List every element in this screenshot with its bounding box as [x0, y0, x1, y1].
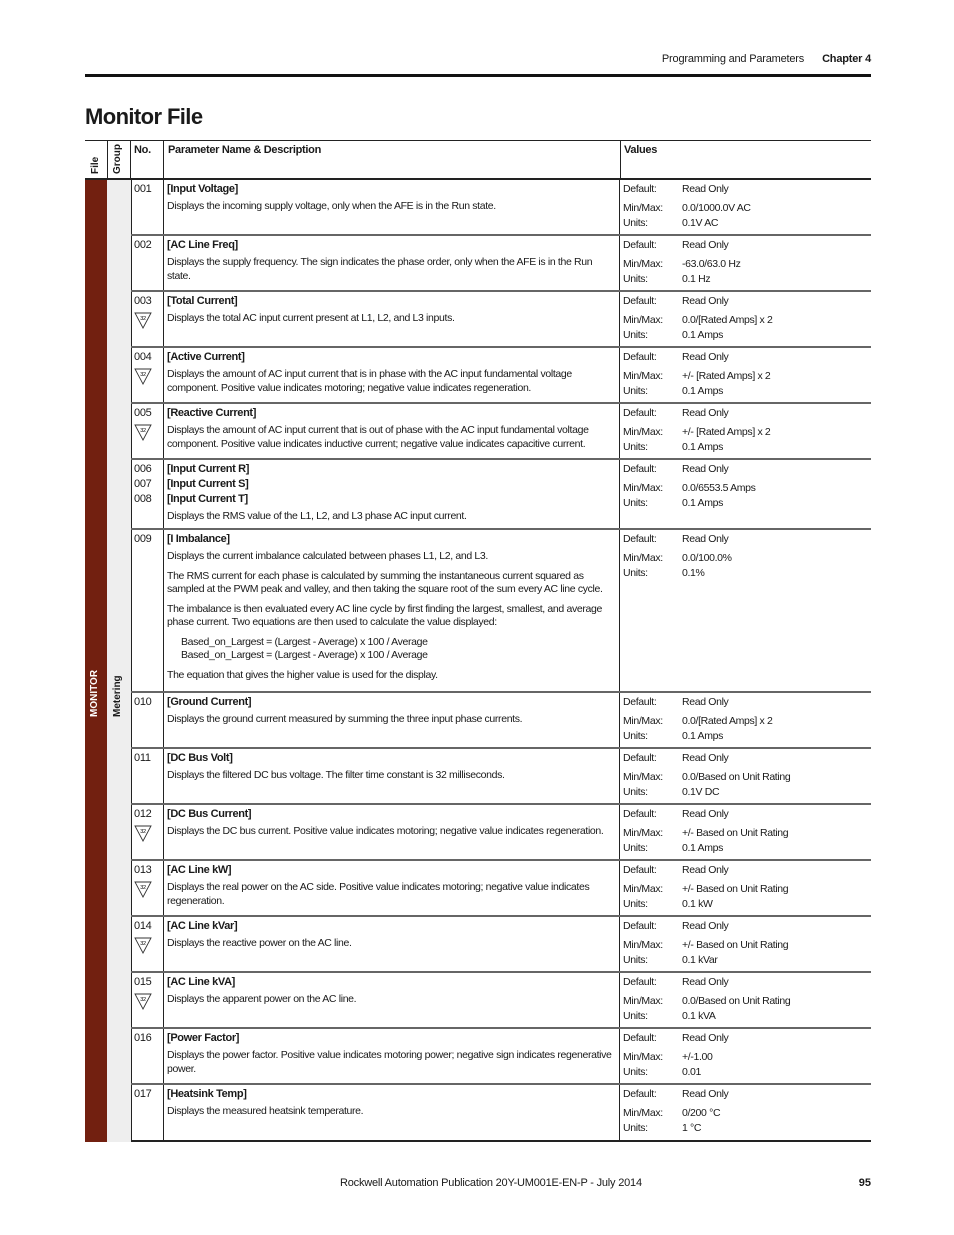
default-row [623, 807, 871, 822]
page-number: 95 [858, 1177, 871, 1189]
units-value: 0.1V DC [682, 786, 720, 798]
default-row [623, 294, 871, 309]
minmax-row [623, 369, 871, 384]
minmax-value: +/- Based on Unit Rating [682, 883, 789, 895]
parameter-table [85, 140, 871, 1142]
param-number-cell [131, 180, 164, 234]
default-label: Default: [623, 407, 657, 419]
param-description [167, 937, 616, 951]
description-paragraph: Displays the measured heatsink temperature. [167, 1105, 364, 1117]
units-label: Units: [623, 567, 648, 579]
default-value: Read Only [682, 752, 729, 764]
param-number: 006 [134, 463, 152, 475]
minmax-label: Min/Max: [623, 552, 663, 564]
file-column [85, 180, 107, 1142]
table-row [131, 861, 871, 917]
units-value: 0.1 kW [682, 898, 713, 910]
units-row [623, 1009, 871, 1024]
param-description-cell [164, 292, 620, 346]
minmax-label: Min/Max: [623, 771, 663, 783]
description-paragraph: Displays the RMS value of the L1, L2, and L3 phase AC input current. [167, 510, 467, 522]
units-label: Units: [623, 273, 648, 285]
minmax-label: Min/Max: [623, 939, 663, 951]
units-value: 0.1 Amps [682, 497, 723, 509]
minmax-value: +/- [Rated Amps] x 2 [682, 370, 771, 382]
default-label: Default: [623, 920, 657, 932]
signed-32-bit-icon [134, 312, 152, 329]
default-value: Read Only [682, 696, 729, 708]
param-number: 014 [134, 920, 152, 932]
units-value: 0.1 Hz [682, 273, 711, 285]
param-description-cell [164, 861, 620, 915]
table-row [131, 530, 871, 693]
description-paragraph: Displays the current imbalance calculated between phases L1, L2, and L3. [167, 550, 488, 562]
default-value: Read Only [682, 407, 729, 419]
minmax-row [623, 313, 871, 328]
param-name: [AC Line kW] [167, 864, 232, 876]
param-number-cell [131, 236, 164, 290]
units-value: 0.01 [682, 1066, 702, 1078]
minmax-value: 0.0/[Rated Amps] x 2 [682, 715, 773, 727]
default-value: Read Only [682, 533, 729, 545]
running-header [662, 53, 871, 65]
units-row [623, 729, 871, 744]
param-number: 017 [134, 1088, 152, 1100]
units-row [623, 1065, 871, 1080]
signed-32-bit-icon-label: 32 [140, 829, 146, 835]
default-label: Default: [623, 976, 657, 988]
default-row [623, 863, 871, 878]
page-title: Monitor File [85, 104, 203, 129]
default-row [623, 532, 871, 547]
default-label: Default: [623, 533, 657, 545]
param-number: 004 [134, 351, 152, 363]
units-value: 0.1 Amps [682, 441, 723, 453]
col-values: Values [624, 144, 658, 156]
minmax-value: 0.0/6553.5 Amps [682, 482, 756, 494]
param-description-cell [164, 973, 620, 1027]
minmax-row [623, 1106, 871, 1121]
signed-32-bit-icon [134, 993, 152, 1010]
default-value: Read Only [682, 295, 729, 307]
minmax-label: Min/Max: [623, 1107, 663, 1119]
minmax-label: Min/Max: [623, 482, 663, 494]
param-description [167, 550, 616, 682]
param-name: [Heatsink Temp] [167, 1088, 247, 1100]
default-label: Default: [623, 351, 657, 363]
description-paragraph: Displays the incoming supply voltage, only when the AFE is in the Run state. [167, 200, 496, 212]
param-values-cell [620, 404, 871, 458]
units-label: Units: [623, 329, 648, 341]
param-name: [Input Current R] [167, 463, 250, 475]
default-value: Read Only [682, 920, 729, 932]
units-label: Units: [623, 730, 648, 742]
table-row [131, 973, 871, 1029]
section-title: Programming and Parameters [661, 53, 805, 65]
param-number-cell [131, 861, 164, 915]
default-label: Default: [623, 1088, 657, 1100]
description-paragraph: Displays the reactive power on the AC line. [167, 937, 352, 949]
footer-publication: Rockwell Automation Publication 20Y-UM001E-EN-P - July 2014 [340, 1177, 642, 1189]
table-row [131, 917, 871, 973]
default-label: Default: [623, 752, 657, 764]
minmax-row [623, 826, 871, 841]
param-number-cell [131, 1029, 164, 1083]
header-rule [85, 74, 871, 77]
description-paragraph: Displays the total AC input current present at L1, L2, and L3 inputs. [167, 312, 455, 324]
param-number: 012 [134, 808, 152, 820]
minmax-row [623, 882, 871, 897]
minmax-value: -63.0/63.0 Hz [682, 258, 741, 270]
signed-32-bit-icon [134, 424, 152, 441]
param-number-cell [131, 530, 164, 691]
units-row [623, 328, 871, 343]
table-row [131, 805, 871, 861]
default-value: Read Only [682, 351, 729, 363]
default-row [623, 1087, 871, 1102]
minmax-value: 0.0/Based on Unit Rating [682, 771, 791, 783]
param-description [167, 825, 616, 839]
units-row [623, 841, 871, 856]
minmax-value: +/-1.00 [682, 1051, 713, 1063]
param-description-cell [164, 917, 620, 971]
default-value: Read Only [682, 463, 729, 475]
default-row [623, 919, 871, 934]
units-label: Units: [623, 954, 648, 966]
default-row [623, 1031, 871, 1046]
minmax-label: Min/Max: [623, 370, 663, 382]
param-values-cell [620, 292, 871, 346]
param-number-cell [131, 693, 164, 747]
units-value: 0.1 Amps [682, 730, 723, 742]
units-label: Units: [623, 385, 648, 397]
param-description-cell [164, 805, 620, 859]
param-name: [AC Line Freq] [167, 239, 238, 251]
param-description [167, 993, 616, 1007]
units-row [623, 272, 871, 287]
default-label: Default: [623, 183, 657, 195]
param-description [167, 881, 616, 908]
equation: Based_on_Largest = (Largest - Average) x 100 / Average [181, 635, 428, 648]
param-description-cell [164, 1085, 620, 1140]
group-label: Metering [112, 675, 123, 717]
param-number: 005 [134, 407, 152, 419]
description-paragraph: Displays the amount of AC input current that is out of phase with the AC input fundamental voltage component. Positive value indicates inductive current; negative value indicates capacitive current. [167, 424, 589, 450]
param-description [167, 200, 616, 214]
param-description-cell [164, 530, 620, 691]
minmax-value: 0/200 °C [682, 1107, 721, 1119]
param-description-cell [164, 348, 620, 402]
param-values-cell [620, 861, 871, 915]
default-label: Default: [623, 1032, 657, 1044]
signed-32-bit-icon [134, 881, 152, 898]
param-number: 009 [134, 533, 152, 545]
description-paragraph: The imbalance is then evaluated every AC line cycle by first finding the largest, smallest, and average phase current. Two equations are then used to calculate the value displayed: [167, 602, 602, 628]
units-value: 0.1 Amps [682, 842, 723, 854]
units-value: 0.1V AC [682, 217, 719, 229]
signed-32-bit-icon-label: 32 [140, 372, 146, 378]
param-number-cell [131, 348, 164, 402]
table-body [85, 180, 871, 1142]
minmax-label: Min/Max: [623, 883, 663, 895]
param-description [167, 769, 616, 783]
param-number: 011 [134, 752, 151, 764]
param-description-cell [164, 749, 620, 803]
minmax-value: 0.0/1000.0V AC [682, 202, 751, 214]
units-label: Units: [623, 898, 648, 910]
param-description [167, 312, 616, 326]
table-row [131, 460, 871, 530]
param-name: [Input Current T] [167, 493, 248, 505]
default-label: Default: [623, 696, 657, 708]
units-value: 0.1 Amps [682, 329, 723, 341]
description-paragraph: Displays the filtered DC bus voltage. The filter time constant is 32 milliseconds. [167, 769, 505, 781]
minmax-row [623, 770, 871, 785]
default-row [623, 462, 871, 477]
description-paragraph: Displays the amount of AC input current that is in phase with the AC input fundamental voltage component. Positive value indicates motoring; negative value indicates regeneration. [167, 368, 572, 394]
signed-32-bit-icon-label: 32 [140, 428, 146, 434]
param-number-cell [131, 917, 164, 971]
units-row [623, 566, 871, 581]
param-number-cell [131, 460, 164, 528]
default-label: Default: [623, 239, 657, 251]
param-number: 003 [134, 295, 152, 307]
param-description-cell [164, 1029, 620, 1083]
default-row [623, 238, 871, 253]
param-name: [DC Bus Current] [167, 808, 252, 820]
signed-32-bit-icon [134, 937, 152, 954]
default-row [623, 406, 871, 421]
minmax-row [623, 1050, 871, 1065]
units-row [623, 496, 871, 511]
default-value: Read Only [682, 976, 729, 988]
table-row [131, 749, 871, 805]
default-label: Default: [623, 808, 657, 820]
description-paragraph: Displays the apparent power on the AC line. [167, 993, 357, 1005]
col-file: File [90, 156, 101, 174]
default-label: Default: [623, 463, 657, 475]
table-row [131, 348, 871, 404]
signed-32-bit-icon [134, 825, 152, 842]
minmax-value: +/- Based on Unit Rating [682, 939, 789, 951]
param-values-cell [620, 805, 871, 859]
default-value: Read Only [682, 808, 729, 820]
param-name: [Ground Current] [167, 696, 252, 708]
units-row [623, 216, 871, 231]
param-description [167, 510, 616, 524]
param-values-cell [620, 749, 871, 803]
param-values-cell [620, 460, 871, 528]
minmax-label: Min/Max: [623, 827, 663, 839]
table-row [131, 404, 871, 460]
signed-32-bit-icon-label: 32 [140, 941, 146, 947]
param-number: 016 [134, 1032, 152, 1044]
param-number: 010 [134, 696, 152, 708]
default-value: Read Only [682, 1088, 729, 1100]
minmax-row [623, 994, 871, 1009]
units-label: Units: [623, 441, 648, 453]
minmax-label: Min/Max: [623, 1051, 663, 1063]
units-label: Units: [623, 497, 648, 509]
table-header [85, 140, 871, 180]
param-name: [AC Line kVA] [167, 976, 235, 988]
param-description [167, 424, 616, 451]
param-name: [Active Current] [167, 351, 245, 363]
param-description-cell [164, 693, 620, 747]
param-values-cell [620, 180, 871, 234]
col-name: Parameter Name & Description [168, 144, 321, 156]
default-row [623, 751, 871, 766]
chapter-label: Chapter 4 [822, 53, 871, 65]
units-row [623, 953, 871, 968]
units-row [623, 897, 871, 912]
units-row [623, 785, 871, 800]
minmax-value: +/- [Rated Amps] x 2 [682, 426, 771, 438]
units-label: Units: [623, 842, 648, 854]
param-values-cell [620, 348, 871, 402]
minmax-row [623, 201, 871, 216]
description-paragraph: The RMS current for each phase is calculated by summing the instantaneous current squared as sampled at the PWM peak and valley, and then taking the square root of the sum every AC line cycle. [167, 569, 603, 595]
param-number: 015 [134, 976, 152, 988]
description-paragraph: Displays the real power on the AC side. Positive value indicates motoring; negative value indicates regeneration. [167, 881, 590, 907]
minmax-row [623, 481, 871, 496]
minmax-value: +/- Based on Unit Rating [682, 827, 789, 839]
minmax-label: Min/Max: [623, 258, 663, 270]
param-name: [Reactive Current] [167, 407, 257, 419]
units-value: 0.1% [682, 567, 705, 579]
default-value: Read Only [682, 1032, 729, 1044]
param-name: [I Imbalance] [167, 533, 230, 545]
param-name: [Input Voltage] [167, 183, 238, 195]
description-paragraph: Displays the DC bus current. Positive value indicates motoring; negative value indicates regeneration. [167, 825, 604, 837]
units-label: Units: [623, 217, 648, 229]
description-paragraph: Displays the ground current measured by summing the three input phase currents. [167, 713, 523, 725]
equation: Based_on_Largest = (Largest - Average) x 100 / Average [181, 649, 428, 661]
file-label: MONITOR [89, 669, 100, 717]
default-label: Default: [623, 295, 657, 307]
param-number-cell [131, 805, 164, 859]
table-row [131, 1085, 871, 1142]
table-row [131, 292, 871, 348]
param-number-cell [131, 404, 164, 458]
param-number: 007 [134, 478, 152, 490]
default-value: Read Only [682, 239, 729, 251]
group-column [107, 180, 132, 1142]
minmax-label: Min/Max: [623, 426, 663, 438]
units-value: 0.1 kVar [682, 954, 718, 966]
signed-32-bit-icon-label: 32 [140, 997, 146, 1003]
param-number-cell [131, 973, 164, 1027]
minmax-value: 0.0/[Rated Amps] x 2 [682, 314, 773, 326]
units-value: 1 °C [682, 1122, 702, 1134]
param-values-cell [620, 530, 871, 691]
description-paragraph: Displays the power factor. Positive value indicates motoring power; negative sign indicates regenerative power. [167, 1049, 612, 1075]
table-row [131, 236, 871, 292]
table-row [131, 693, 871, 749]
minmax-label: Min/Max: [623, 715, 663, 727]
param-number: 008 [134, 493, 152, 505]
param-description-cell [164, 180, 620, 234]
equation-block [167, 636, 616, 663]
param-number: 013 [134, 864, 152, 876]
units-value: 0.1 Amps [682, 385, 723, 397]
description-paragraph: The equation that gives the higher value is used for the display. [167, 668, 438, 681]
minmax-label: Min/Max: [623, 995, 663, 1007]
minmax-row [623, 714, 871, 729]
default-value: Read Only [682, 864, 729, 876]
default-row [623, 695, 871, 710]
units-label: Units: [623, 1122, 648, 1134]
table-row [131, 1029, 871, 1085]
units-row [623, 440, 871, 455]
param-number-cell [131, 292, 164, 346]
param-description [167, 1049, 616, 1076]
param-name: [Total Current] [167, 295, 238, 307]
param-number: 002 [134, 239, 152, 251]
units-value: 0.1 kVA [682, 1010, 716, 1022]
param-number-cell [131, 1085, 164, 1140]
table-row [131, 180, 871, 236]
param-name: [AC Line kVar] [167, 920, 238, 932]
param-values-cell [620, 1029, 871, 1083]
minmax-row [623, 551, 871, 566]
param-name: [Input Current S] [167, 478, 249, 490]
minmax-label: Min/Max: [623, 314, 663, 326]
param-description [167, 256, 616, 283]
default-row [623, 182, 871, 197]
param-description [167, 368, 616, 395]
col-no: No. [134, 144, 151, 156]
param-description-cell [164, 460, 620, 528]
default-value: Read Only [682, 183, 729, 195]
units-label: Units: [623, 1010, 648, 1022]
col-group: Group [112, 144, 123, 174]
minmax-row [623, 425, 871, 440]
param-number-cell [131, 749, 164, 803]
minmax-row [623, 257, 871, 272]
units-label: Units: [623, 786, 648, 798]
param-number: 001 [134, 183, 152, 195]
units-row [623, 1121, 871, 1136]
minmax-label: Min/Max: [623, 202, 663, 214]
units-row [623, 384, 871, 399]
param-values-cell [620, 693, 871, 747]
param-description-cell [164, 236, 620, 290]
param-values-cell [620, 973, 871, 1027]
param-description [167, 1105, 616, 1119]
default-row [623, 350, 871, 365]
signed-32-bit-icon-label: 32 [140, 885, 146, 891]
units-label: Units: [623, 1066, 648, 1078]
param-name: [Power Factor] [167, 1032, 240, 1044]
minmax-value: 0.0/100.0% [682, 552, 732, 564]
signed-32-bit-icon [134, 368, 152, 385]
signed-32-bit-icon-label: 32 [140, 316, 146, 322]
param-name: [DC Bus Volt] [167, 752, 233, 764]
minmax-row [623, 938, 871, 953]
param-values-cell [620, 917, 871, 971]
param-description-cell [164, 404, 620, 458]
param-values-cell [620, 236, 871, 290]
param-values-cell [620, 1085, 871, 1140]
minmax-value: 0.0/Based on Unit Rating [682, 995, 791, 1007]
default-label: Default: [623, 864, 657, 876]
param-description [167, 713, 616, 727]
default-row [623, 975, 871, 990]
description-paragraph: Displays the supply frequency. The sign indicates the phase order, only when the AFE is in the Run state. [167, 256, 593, 282]
